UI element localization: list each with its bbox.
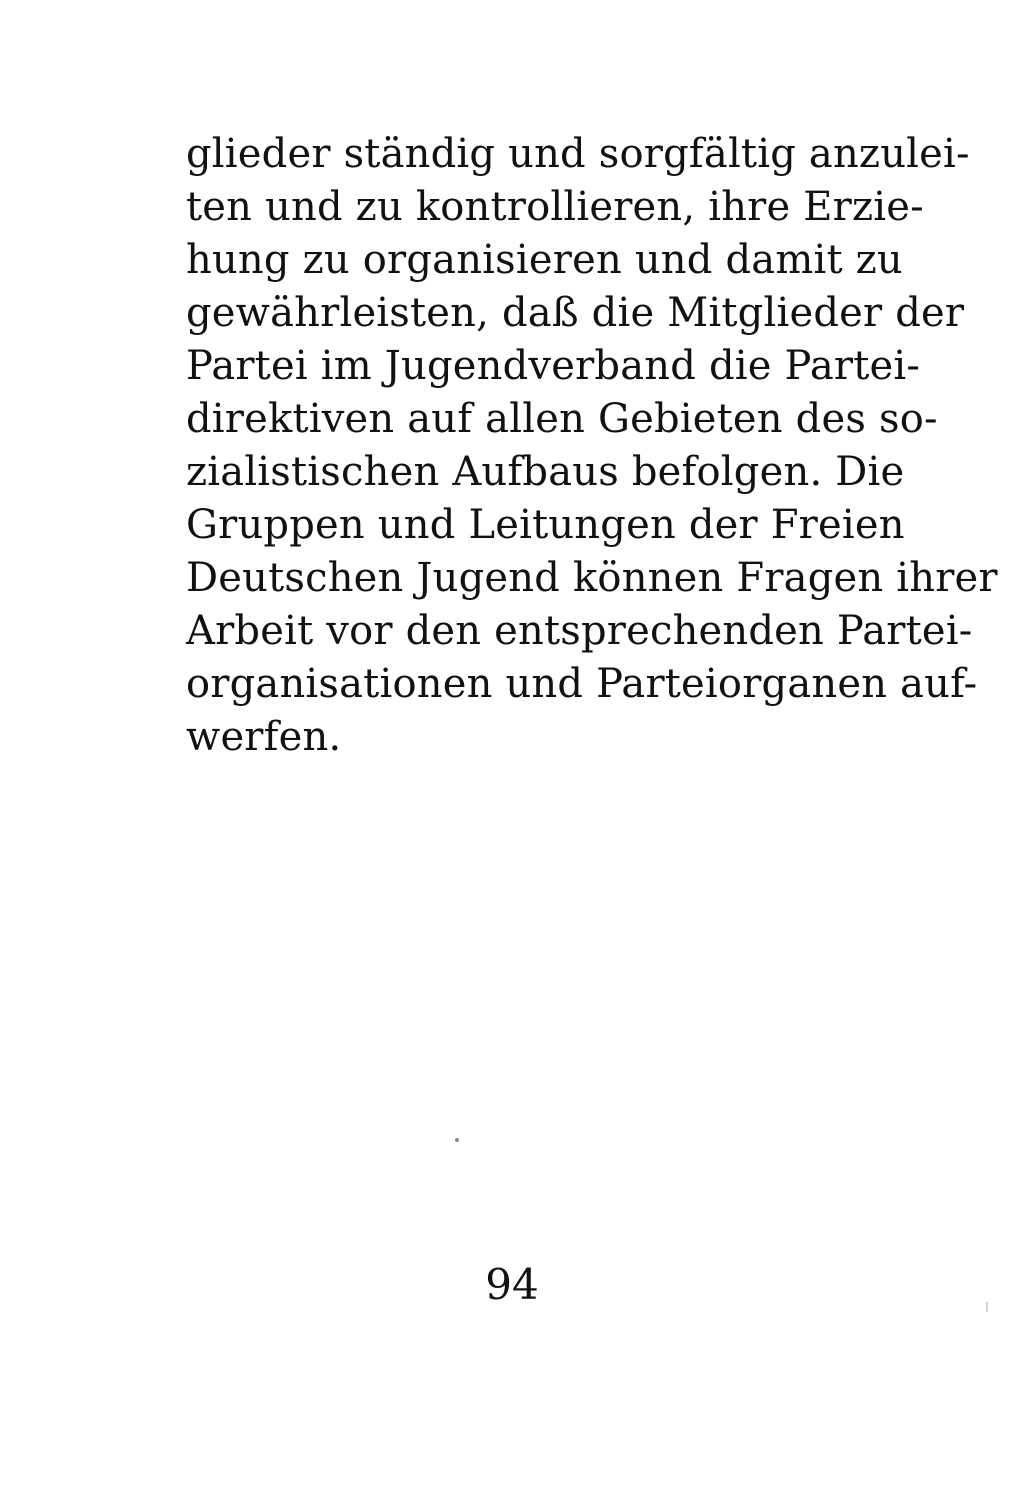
text-line: Deutschen Jugend können Fragen ihrer	[186, 555, 998, 601]
text-line: Partei im Jugendverband die Partei-	[186, 343, 921, 389]
text-line: Gruppen und Leitungen der Freien	[186, 502, 905, 548]
text-line: organisationen und Parteiorganen auf-	[186, 661, 978, 707]
text-line: hung zu organisieren und damit zu	[186, 237, 903, 283]
text-line-last: werfen.	[186, 714, 342, 760]
page-number: 94	[485, 1260, 539, 1309]
text-line: gewährleisten, daß die Mitglieder der	[186, 290, 965, 336]
text-line: ten und zu kontrollieren, ihre Erzie-	[186, 184, 924, 230]
text-line: Arbeit vor den entsprechenden Partei-	[186, 608, 973, 654]
text-line: zialistischen Aufbaus befolgen. Die	[186, 449, 905, 495]
text-line: glieder ständig und sorgfältig anzulei-	[186, 131, 970, 177]
text-line: direktiven auf allen Gebieten des so-	[186, 396, 938, 442]
body-text	[186, 128, 998, 764]
ink-speck	[455, 1138, 459, 1142]
